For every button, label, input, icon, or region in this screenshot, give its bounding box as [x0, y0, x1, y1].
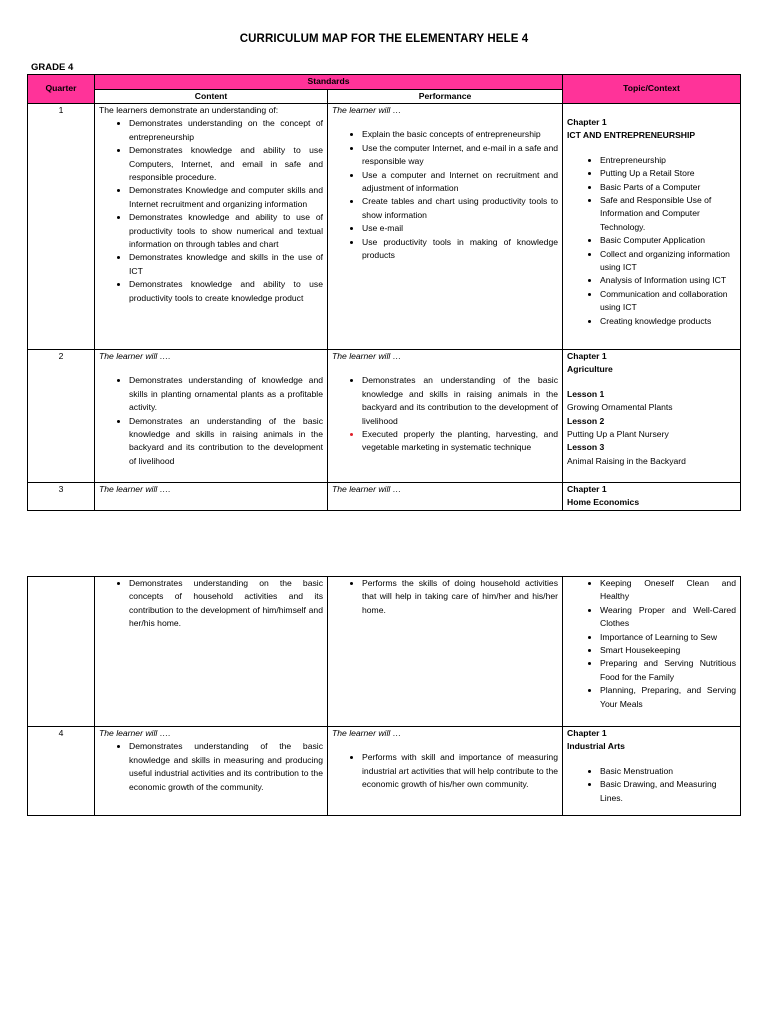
content-intro: The learner will …. [99, 728, 171, 738]
content-list [99, 117, 323, 305]
list-item: • Performs the skills of doing household activities that will help in taking care of him/her and his/her home. [362, 577, 558, 617]
topic-title: Industrial Arts [567, 741, 625, 752]
list-item: • Communication and collaboration using ICT [600, 288, 736, 315]
list-item: • Smart Housekeeping [600, 644, 736, 657]
list-item: • Planning, Preparing, and Serving Your Meals [600, 684, 736, 711]
table-row-quarter-1 [28, 104, 741, 350]
topic-chapter: Chapter 1 [567, 728, 607, 738]
content-intro: The learners demonstrate an understanding of: [99, 105, 279, 115]
content-list [99, 577, 323, 631]
content-cell [95, 727, 328, 816]
list-item: • Keeping Oneself Clean and Healthy [600, 577, 736, 604]
performance-cell [328, 577, 563, 727]
list-item: • Demonstrates knowledge and ability to use productivity tools to create knowledge product [129, 278, 323, 305]
list-item: • Demonstrates an understanding of the basic knowledge and skills in raising animals in the backyard and its contribution to the development of livelihood [362, 374, 558, 428]
content-cell [95, 483, 328, 511]
topic-title: Agriculture [567, 364, 613, 375]
topic-list [567, 765, 736, 805]
table-row-quarter-2 [28, 350, 741, 483]
lesson-title: Growing Ornamental Plants [567, 402, 673, 413]
quarter-number: 2 [28, 350, 95, 483]
quarter-number: 4 [28, 727, 95, 816]
content-cell [95, 350, 328, 483]
list-item: • Demonstrates knowledge and ability to use Computers, Internet, and email in safe and responsible procedure. [129, 144, 323, 184]
lesson-title: Putting Up a Plant Nursery [567, 429, 669, 440]
lesson-label: Lesson 2 [567, 415, 605, 426]
list-item: • Demonstrates understanding of knowledge and skills in planting ornamental plants as a profitable activity. [129, 374, 323, 414]
list-item: • Basic Drawing, and Measuring Lines. [600, 778, 736, 805]
topic-cell [563, 727, 741, 816]
performance-intro: The learner will … [332, 728, 402, 738]
curriculum-table-part-1 [27, 74, 741, 511]
curriculum-table-part-2 [27, 576, 741, 816]
list-item: • Analysis of Information using ICT [600, 274, 736, 287]
standards-header: Standards [95, 75, 563, 90]
topic-chapter: Chapter 1 [567, 351, 607, 361]
quarter-number: 3 [28, 483, 95, 511]
topic-header: Topic/Context [563, 75, 741, 104]
lesson-label: Lesson 1 [567, 388, 605, 399]
list-item: • Basic Menstruation [600, 765, 736, 778]
list-item: • Create tables and chart using productivity tools to show information [362, 195, 558, 222]
table-row-quarter-3 [28, 483, 741, 511]
table-row-quarter-4 [28, 727, 741, 816]
list-item: • Safe and Responsible Use of Information and Computer Technology. [600, 194, 736, 234]
list-item: • Explain the basic concepts of entrepreneurship [362, 128, 558, 141]
grade-label: GRADE 4 [31, 62, 74, 73]
performance-list [332, 128, 558, 262]
quarter-number-empty [28, 577, 95, 727]
list-item: • Putting Up a Retail Store [600, 167, 736, 180]
performance-list [332, 577, 558, 617]
list-item: • Use the computer Internet, and e-mail in a safe and responsible way [362, 142, 558, 169]
list-item: • Collect and organizing information using ICT [600, 248, 736, 275]
content-intro: The learner will …. [99, 484, 171, 494]
quarter-header: Quarter [28, 75, 95, 104]
content-cell [95, 104, 328, 350]
list-item: • Performs with skill and importance of measuring industrial art activities that will help contribute to the economic growth of his/her own community. [362, 751, 558, 791]
list-item: • Executed properly the planting, harvesting, and vegetable marketing in systematic technique [362, 428, 558, 455]
list-item: • Demonstrates knowledge and skills in the use of ICT [129, 251, 323, 278]
list-item: • Demonstrates an understanding of the basic knowledge and skills in raising animals in the backyard and its contribution to the development of livelihood [129, 415, 323, 469]
list-item: • Preparing and Serving Nutritious Food for the Family [600, 657, 736, 684]
performance-list [332, 751, 558, 791]
performance-cell [328, 483, 563, 511]
performance-list [332, 374, 558, 454]
list-item: • Demonstrates knowledge and ability to use of productivity tools to show numerical and textual information on through tables and chart [129, 211, 323, 251]
list-item: • Demonstrates understanding on the basic concepts of household activities and its contribution to the development of him/himself and her/his home. [129, 577, 323, 631]
performance-intro: The learner will … [332, 351, 402, 361]
content-header: Content [95, 89, 328, 104]
page-title: CURRICULUM MAP FOR THE ELEMENTARY HELE 4 [239, 33, 529, 45]
list-item: • Creating knowledge products [600, 315, 736, 328]
lesson-title: Animal Raising in the Backyard [567, 455, 686, 466]
list-item: • Importance of Learning to Sew [600, 631, 736, 644]
list-item: • Wearing Proper and Well-Cared Clothes [600, 604, 736, 631]
topic-cell [563, 577, 741, 727]
performance-header: Performance [328, 89, 563, 104]
topic-list [567, 154, 736, 328]
list-item: • Demonstrates Knowledge and computer skills and Internet recruitment and organizing information [129, 184, 323, 211]
quarter-number: 1 [28, 104, 95, 350]
table-row-quarter-3-continued [28, 577, 741, 727]
list-item: • Entrepreneurship [600, 154, 736, 167]
performance-cell [328, 350, 563, 483]
list-item: • Basic Computer Application [600, 234, 736, 247]
list-item: • Demonstrates understanding of the basic knowledge and skills in measuring and producing useful industrial activities and its contribution to the economic growth of the community. [129, 740, 323, 794]
topic-title: Home Economics [567, 497, 640, 508]
list-item: • Use productivity tools in making of knowledge products [362, 236, 558, 263]
topic-chapter: Chapter 1 [567, 117, 607, 127]
content-list [99, 374, 323, 468]
topic-cell [563, 350, 741, 483]
list-item: • Use e-mail [362, 222, 558, 235]
list-item: • Basic Parts of a Computer [600, 181, 736, 194]
topic-cell [563, 483, 741, 511]
performance-cell [328, 727, 563, 816]
performance-cell [328, 104, 563, 350]
topic-chapter: Chapter 1 [567, 484, 607, 494]
performance-intro: The learner will … [332, 105, 402, 115]
list-item: • Demonstrates understanding on the concept of entrepreneurship [129, 117, 323, 144]
content-cell [95, 577, 328, 727]
list-item: • Use a computer and Internet on recruitment and adjustment of information [362, 169, 558, 196]
topic-list [567, 577, 736, 711]
topic-title: ICT AND ENTREPRENEURSHIP [567, 130, 696, 141]
performance-intro: The learner will … [332, 484, 402, 494]
content-list [99, 740, 323, 794]
content-intro: The learner will …. [99, 351, 171, 361]
topic-cell [563, 104, 741, 350]
lesson-label: Lesson 3 [567, 442, 605, 453]
